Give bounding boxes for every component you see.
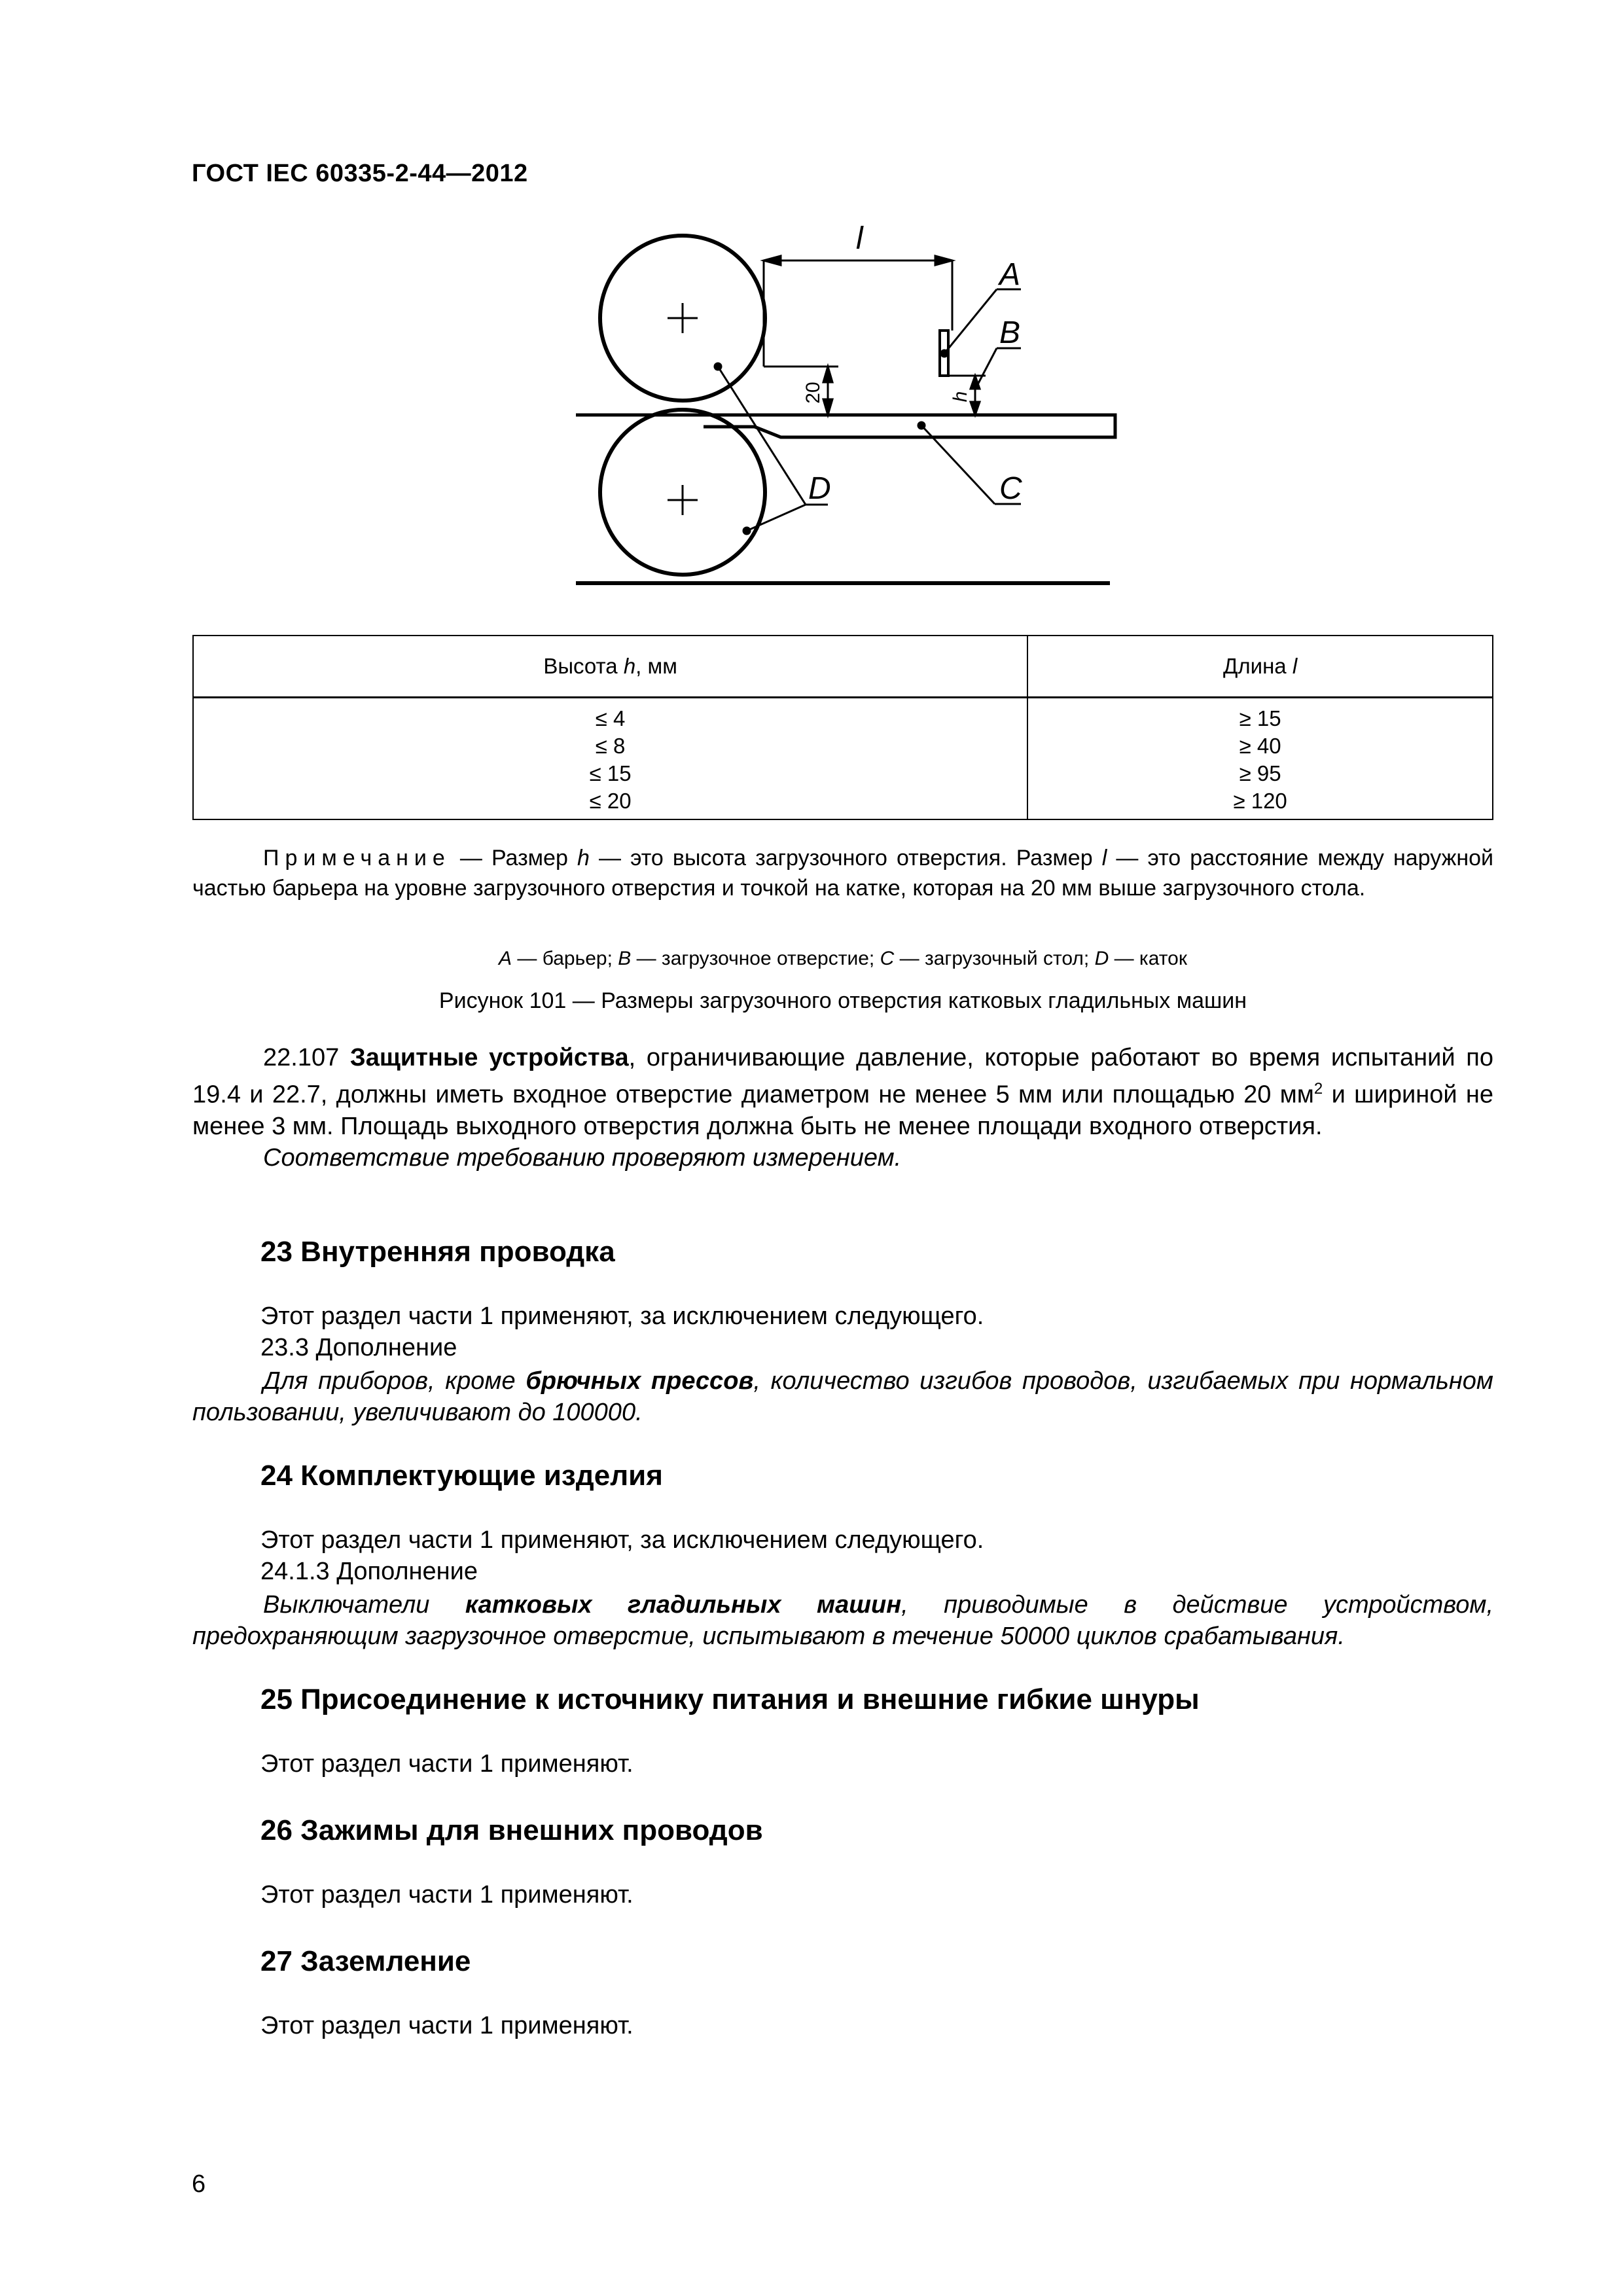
table-header-height: Высота h, мм [193, 636, 1027, 698]
section-27-title: 27 Заземление [260, 1945, 471, 1977]
loading-table [576, 415, 1115, 437]
calender-ironer-diagram [563, 223, 1126, 596]
section-25-text: Этот раздел части 1 применяют. [260, 1750, 633, 1778]
figure-caption: Рисунок 101 — Размеры загрузочного отверстия катковых гладильных машин [438, 988, 1247, 1013]
section-26-text: Этот раздел части 1 применяют. [260, 1881, 633, 1909]
section-26-title: 26 Зажимы для внешних проводов [260, 1814, 763, 1846]
section-24-title: 24 Комплектующие изделия [260, 1460, 663, 1492]
dimension-l [764, 256, 952, 265]
table-cell: ≤ 15 [589, 761, 632, 785]
section-27-text: Этот раздел части 1 применяют. [260, 2012, 633, 2039]
section-25-title: 25 Присоединение к источнику питания и внешние гибкие шнуры [260, 1683, 1200, 1715]
table-cell: ≤ 8 [595, 734, 626, 758]
table-header-length: Длина l [1027, 636, 1493, 698]
clause-23-3-text: Для приборов, кроме брючных прессов, количество изгибов проводов, изгибаемых при нормальном пользовании, увеличивают до 100000. [192, 1367, 1493, 1426]
label-l: l [856, 223, 863, 256]
label-20: 20 [802, 382, 824, 404]
label-h-dim: h [950, 391, 971, 403]
label-a: A [999, 257, 1021, 292]
dimension-20 [764, 367, 838, 415]
section-23-title: 23 Внутренняя проводка [260, 1236, 615, 1268]
page-number: 6 [192, 2170, 206, 2198]
clause-22-107: 22.107 Защитные устройства, ограничивающие давление, которые работают во время испытаний по 19.4 и 22.7, должны иметь входное отверстие диаметром не менее 5 мм или площадью 20 $мм^2$ и шириной не менее 3 мм. Площадь выходного отверстия должна быть не менее площади входного отверстия. Соответствие требованию проверяют измерением. [192, 1044, 1493, 1172]
document-header: ГОСТ IEC 60335-2-44—2012 [192, 160, 528, 187]
clause-24-1-3-text: Выключатели катковых гладильных машин, приводимые в действие устройством, предохраняющим загрузочное отверстие, испытывают в течение 50000 циклов срабатывания. [192, 1591, 1494, 1650]
table-cell: ≤ 4 [595, 706, 626, 730]
clause-24-1-3: 24.1.3 Дополнение [260, 1558, 478, 1585]
table-cell: ≥ 95 [1239, 761, 1281, 785]
section-24-intro: Этот раздел части 1 применяют, за исключением следующего. [260, 1526, 984, 1554]
table-note: Примечание — Размер h — это высота загрузочного отверстия. Размер l — это расстояние между наружной частью барьера на уровне загрузочного отверстия и точкой на катке, которая на 20 мм выше загрузочного стола. [192, 846, 1493, 901]
label-d: D [808, 471, 831, 506]
table-cell: ≤ 20 [589, 789, 632, 813]
table-cell: ≥ 40 [1239, 734, 1281, 758]
label-b: B [999, 315, 1021, 350]
dimensions-table [192, 635, 1493, 820]
figure-legend: A — барьер; B — загрузочное отверстие; C — загрузочный стол; D — каток [499, 948, 1187, 969]
table-col-length [1027, 698, 1493, 820]
section-23-intro: Этот раздел части 1 применяют, за исключением следующего. [260, 1302, 984, 1330]
table-cell: ≥ 120 [1233, 789, 1287, 813]
label-c: C [999, 471, 1022, 506]
clause-23-3: 23.3 Дополнение [260, 1334, 457, 1361]
table-col-height [193, 698, 1027, 820]
table-cell: ≥ 15 [1239, 706, 1281, 730]
